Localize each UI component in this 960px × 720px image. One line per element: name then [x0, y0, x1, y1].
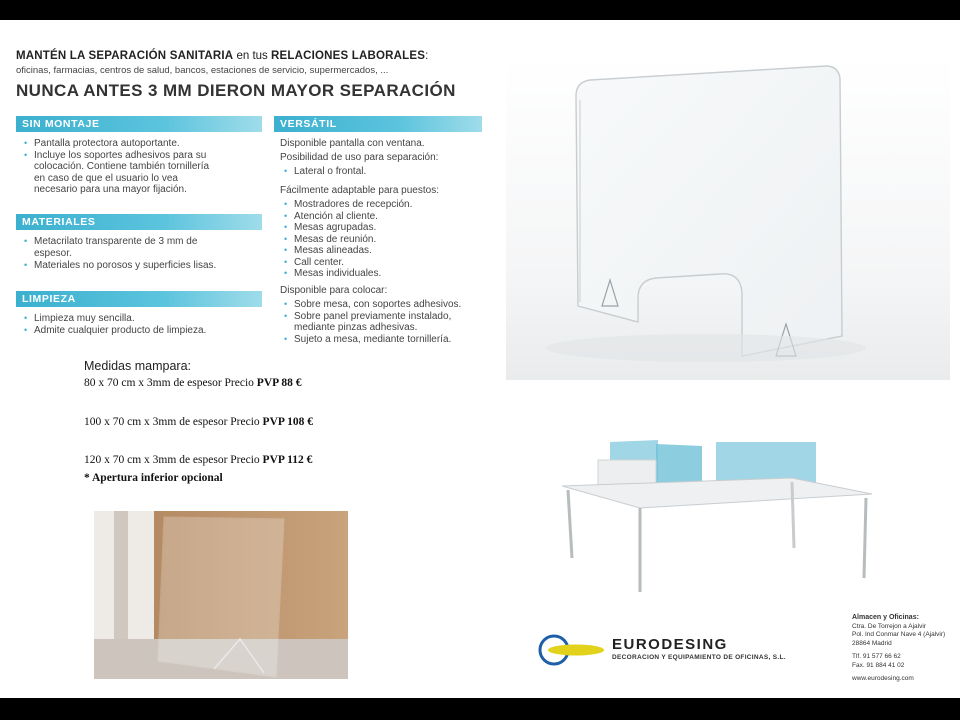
list-item: • Admite cualquier producto de limpieza. — [24, 325, 264, 337]
header-line-1: MANTÉN LA SEPARACIÓN SANITARIA en tus RELACIONES LABORALES: — [16, 50, 429, 62]
section-bar-materiales: MATERIALES — [16, 214, 262, 230]
eurodesing-logo-icon — [536, 632, 608, 668]
contact-block: Almacen y Oficinas: Ctra. De Torrejon a Ajalvir Pol. Ind Conmar Nave 4 (Ajalvir) 28864 Madrid Tlf. 91 577 66 62 Fax. 91 884 41 02 www.eurodesing.com — [852, 614, 946, 682]
list-item: • Mesas individuales. — [284, 268, 484, 280]
versatil-list-2 — [284, 199, 484, 280]
medidas-note: * Apertura inferior opcional — [84, 472, 223, 484]
list-item: • Mesas alineadas. — [284, 245, 484, 257]
medida-row: 100 x 70 cm x 3mm de espesor Precio PVP 108 € — [84, 416, 314, 428]
versatil-p3: Fácilmente adaptable para puestos: — [280, 185, 439, 196]
list-item: • Sobre mesa, con soportes adhesivos. — [284, 299, 494, 311]
limpieza-list — [24, 313, 264, 336]
list-item: • Atención al cliente. — [284, 211, 484, 223]
list-item: • Metacrilato transparente de 3 mm de — [24, 236, 264, 248]
list-item: • Sujeto a mesa, mediante tornillería. — [284, 334, 494, 346]
sin-montaje-list — [24, 138, 264, 161]
screen-render-image — [506, 56, 950, 380]
versatil-list-1 — [284, 166, 484, 178]
flyer-page — [0, 20, 960, 698]
list-item: • Limpieza muy sencilla. — [24, 313, 264, 325]
sin-montaje-cont: colocación. Contiene también tornillería en caso de que el usuario lo vea necesario para una mayor fijación. — [34, 161, 210, 195]
desk-render-image — [536, 408, 896, 594]
list-item: • Materiales no porosos y superficies lisas. — [24, 260, 264, 272]
installed-screen-photo — [94, 511, 348, 679]
company-tagline: DECORACION Y EQUIPAMIENTO DE OFICINAS, S.L. — [612, 654, 786, 661]
company-web-link[interactable]: www.eurodesing.com — [852, 675, 914, 682]
header-line-2: oficinas, farmacias, centros de salud, bancos, estaciones de servicio, supermercados, ... — [16, 65, 389, 76]
medida-row: 120 x 70 cm x 3mm de espesor Precio PVP 112 € — [84, 454, 313, 466]
medida-row: 80 x 70 cm x 3mm de espesor Precio PVP 88 € — [84, 377, 302, 389]
headline: NUNCA ANTES 3 MM DIERON MAYOR SEPARACIÓN — [16, 81, 456, 100]
section-bar-versatil: VERSÁTIL — [274, 116, 482, 132]
list-item: • Mesas agrupadas. — [284, 222, 484, 234]
versatil-list-3-cont: mediante pinzas adhesivas. — [294, 322, 418, 333]
medidas-title: Medidas mampara: — [84, 359, 191, 373]
materiales-cont: espesor. — [34, 248, 72, 259]
versatil-list-3 — [284, 299, 494, 322]
materiales-list-2 — [24, 260, 264, 272]
versatil-p1: Disponible pantalla con ventana. — [280, 138, 425, 149]
versatil-p4: Disponible para colocar: — [280, 285, 388, 296]
list-item: • Mostradores de recepción. — [284, 199, 484, 211]
list-item: • Incluye los soportes adhesivos para su — [24, 150, 264, 162]
materiales-list — [24, 236, 264, 248]
company-name: EURODESING — [612, 636, 728, 653]
list-item: • Lateral o frontal. — [284, 166, 484, 178]
list-item: • Call center. — [284, 257, 484, 269]
list-item: • Sobre panel previamente instalado, — [284, 311, 494, 323]
list-item: • Pantalla protectora autoportante. — [24, 138, 264, 150]
versatil-p2: Posibilidad de uso para separación: — [280, 152, 439, 163]
section-bar-limpieza: LIMPIEZA — [16, 291, 262, 307]
versatil-list-3b — [284, 334, 494, 346]
list-item: • Mesas de reunión. — [284, 234, 484, 246]
section-bar-sin-montaje: SIN MONTAJE — [16, 116, 262, 132]
